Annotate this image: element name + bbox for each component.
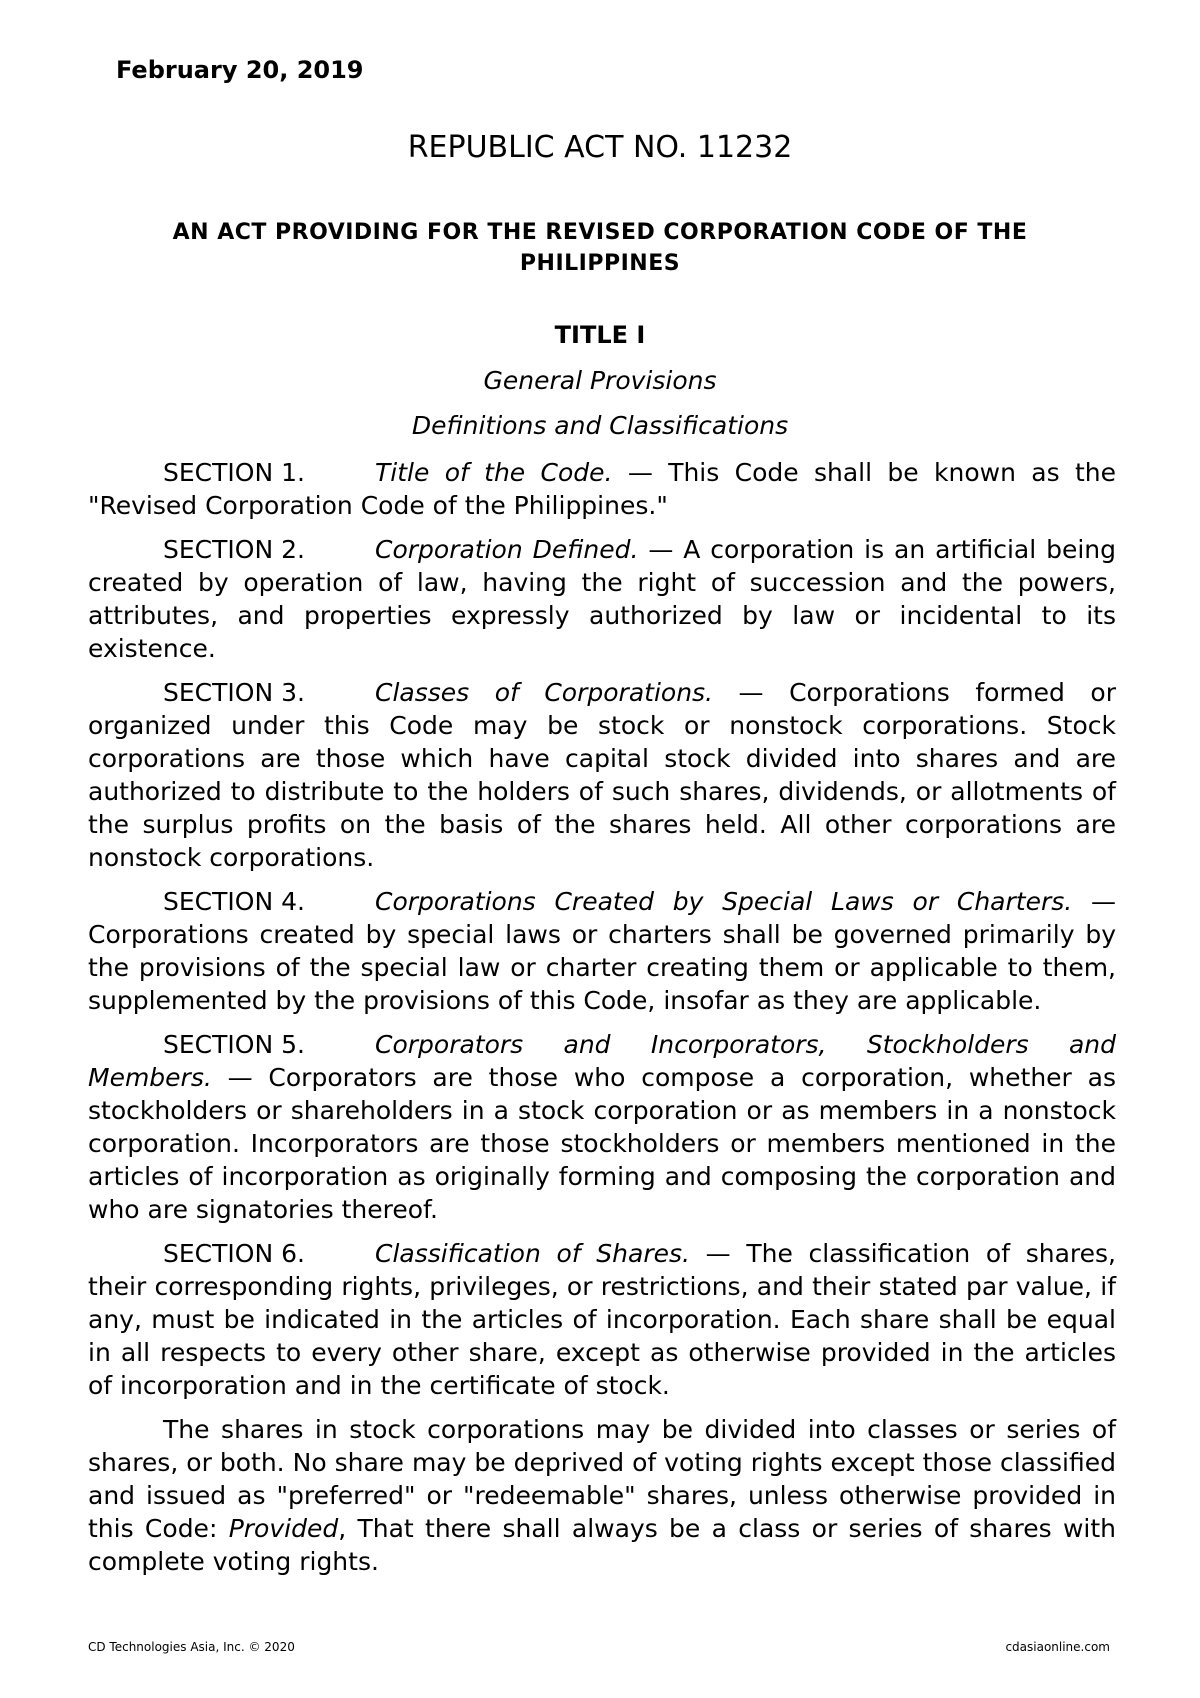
section-5: [88, 1028, 1116, 1226]
section-text: — The classification of shares, their corresponding rights, privileges, or restrictions, and their stated par value, if any, must be indicated in the articles of incorporation. Each share shall be equal in all respects to every other share, except as otherwise provided in the articles of incorporation and in the certificate of stock.: [88, 1239, 1116, 1400]
section-6: [88, 1237, 1116, 1402]
section-2: [88, 533, 1116, 665]
document-date: February 20, 2019: [116, 56, 364, 84]
section-title: Corporation Defined.: [375, 535, 639, 564]
paragraph-text-end: , That there shall always be a class or series of shares with complete voting rights.: [88, 1514, 1116, 1576]
section-text: — Corporators are those who compose a corporation, whether as stockholders or shareholders in a stock corporation or as members in a nonstock corporation. Incorporators are those stockholders or members mentioned in the articles of incorporation as originally forming and composing the corporation and who are signatories thereof.: [88, 1063, 1116, 1224]
document-body: [88, 456, 1116, 1589]
section-3: [88, 676, 1116, 874]
section-1: [88, 456, 1116, 522]
section-number: SECTION 5.: [163, 1030, 305, 1059]
section-4: [88, 885, 1116, 1017]
section-title: Classes of Corporations.: [375, 678, 714, 707]
section-number: SECTION 6.: [163, 1239, 305, 1268]
section-title: Corporators and Incorporators, Stockholders and Members.: [88, 1030, 1116, 1092]
section-number: SECTION 4.: [163, 887, 305, 916]
section-title: Corporations Created by Special Laws or Charters.: [375, 887, 1073, 916]
section-text: — Corporations formed or organized under this Code may be stock or nonstock corporations. Stock corporations are those which have capital stock divided into shares and are authorized to distribute to the holders of such shares, dividends, or allotments of the surplus profits on the basis of the shares held. All other corporations are nonstock corporations.: [88, 678, 1116, 872]
title-heading: TITLE I: [554, 321, 646, 349]
act-number: REPUBLIC ACT NO. 11232: [407, 130, 793, 165]
provided-emphasis: Provided: [228, 1514, 339, 1543]
section-text: — This Code shall be known as the "Revised Corporation Code of the Philippines.": [88, 458, 1116, 520]
subheading-definitions: Definitions and Classifications: [411, 411, 789, 440]
section-title: Title of the Code.: [375, 458, 613, 487]
subheading-general-provisions: General Provisions: [483, 366, 717, 395]
section-number: SECTION 1.: [163, 458, 305, 487]
section-text: — Corporations created by special laws or charters shall be governed primarily by the provisions of the special law or charter creating them or applicable to them, supplemented by the provisions of this Code, insofar as they are applicable.: [88, 887, 1116, 1015]
footer-website: cdasiaonline.com: [1005, 1640, 1110, 1654]
paragraph-text: The shares in stock corporations may be divided into classes or series of shares, or both. No share may be deprived of voting rights except those classified and issued as "preferred" or "redeemable" shares, unless otherwise provided in this Code:: [88, 1415, 1116, 1543]
footer-copyright: CD Technologies Asia, Inc. © 2020: [88, 1640, 295, 1654]
section-number: SECTION 2.: [163, 535, 305, 564]
section-6-continuation: [88, 1413, 1116, 1578]
section-title: Classification of Shares.: [375, 1239, 690, 1268]
section-text: — A corporation is an artificial being created by operation of law, having the right of succession and the powers, attributes, and properties expressly authorized by law or incidental to its existence.: [88, 535, 1116, 663]
section-number: SECTION 3.: [163, 678, 305, 707]
act-title: AN ACT PROVIDING FOR THE REVISED CORPORATION CODE OF THE PHILIPPINES: [172, 220, 1028, 276]
